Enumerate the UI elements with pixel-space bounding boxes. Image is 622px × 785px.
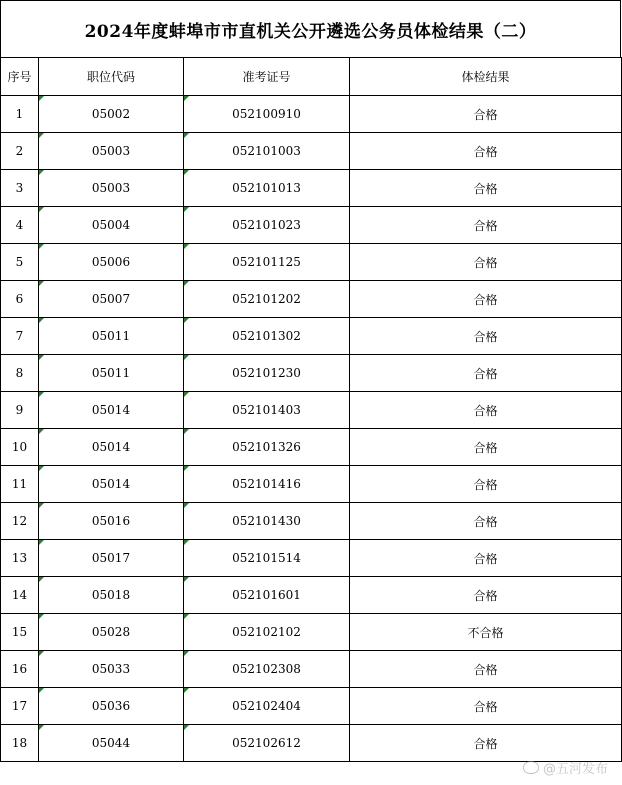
table-row [1,207,622,244]
cell-seq[interactable]: 17 [1,688,39,725]
cell-seq[interactable]: 8 [1,355,39,392]
cell-position-code[interactable]: 05014 [39,392,184,429]
page-title: 2024年度蚌埠市市直机关公开遴选公务员体检结果（二） [0,0,621,57]
cell-result[interactable]: 合格 [350,540,622,577]
cell-position-code[interactable]: 05017 [39,540,184,577]
table-row [1,688,622,725]
cell-result[interactable]: 合格 [350,392,622,429]
cell-seq[interactable]: 14 [1,577,39,614]
cell-position-code[interactable]: 05002 [39,96,184,133]
cell-exam-id[interactable]: 052101302 [184,318,350,355]
table-row [1,725,622,762]
cell-position-code[interactable]: 05003 [39,170,184,207]
table-row [1,577,622,614]
cell-exam-id[interactable]: 052101514 [184,540,350,577]
cell-seq[interactable]: 11 [1,466,39,503]
table-row [1,133,622,170]
cell-result[interactable]: 合格 [350,96,622,133]
cell-result[interactable]: 合格 [350,133,622,170]
cell-exam-id[interactable]: 052102612 [184,725,350,762]
cell-result[interactable]: 合格 [350,355,622,392]
cell-exam-id[interactable]: 052101003 [184,133,350,170]
cell-exam-id[interactable]: 052101416 [184,466,350,503]
cell-position-code[interactable]: 05007 [39,281,184,318]
weibo-icon [523,761,539,774]
cell-position-code[interactable]: 05014 [39,466,184,503]
cell-exam-id[interactable]: 052101403 [184,392,350,429]
cell-position-code[interactable]: 05014 [39,429,184,466]
table-row [1,318,622,355]
cell-position-code[interactable]: 05018 [39,577,184,614]
header-position-code: 职位代码 [39,58,184,96]
cell-result[interactable]: 合格 [350,725,622,762]
table-row [1,281,622,318]
cell-exam-id[interactable]: 052102102 [184,614,350,651]
cell-exam-id[interactable]: 052101326 [184,429,350,466]
cell-seq[interactable]: 15 [1,614,39,651]
table-row [1,466,622,503]
cell-result[interactable]: 合格 [350,170,622,207]
results-table [0,57,622,762]
cell-exam-id[interactable]: 052102404 [184,688,350,725]
table-row [1,170,622,207]
cell-exam-id[interactable]: 052101125 [184,244,350,281]
table-row [1,429,622,466]
table-header-row [1,58,622,96]
cell-seq[interactable]: 1 [1,96,39,133]
cell-result[interactable]: 合格 [350,281,622,318]
cell-seq[interactable]: 12 [1,503,39,540]
table-row [1,96,622,133]
cell-position-code[interactable]: 05004 [39,207,184,244]
cell-exam-id[interactable]: 052100910 [184,96,350,133]
cell-seq[interactable]: 2 [1,133,39,170]
cell-exam-id[interactable]: 052101202 [184,281,350,318]
cell-exam-id[interactable]: 052101023 [184,207,350,244]
cell-position-code[interactable]: 05006 [39,244,184,281]
table-row [1,244,622,281]
table-row [1,614,622,651]
cell-seq[interactable]: 10 [1,429,39,466]
cell-position-code[interactable]: 05033 [39,651,184,688]
cell-position-code[interactable]: 05003 [39,133,184,170]
cell-position-code[interactable]: 05044 [39,725,184,762]
header-result: 体检结果 [350,58,622,96]
cell-seq[interactable]: 13 [1,540,39,577]
cell-position-code[interactable]: 05028 [39,614,184,651]
cell-result[interactable]: 合格 [350,503,622,540]
cell-exam-id[interactable]: 052102308 [184,651,350,688]
cell-result[interactable]: 合格 [350,244,622,281]
cell-seq[interactable]: 9 [1,392,39,429]
cell-seq[interactable]: 7 [1,318,39,355]
cell-seq[interactable]: 3 [1,170,39,207]
cell-result[interactable]: 合格 [350,577,622,614]
watermark [523,758,608,777]
cell-position-code[interactable]: 05011 [39,355,184,392]
cell-exam-id[interactable]: 052101601 [184,577,350,614]
cell-result[interactable]: 合格 [350,651,622,688]
cell-exam-id[interactable]: 052101430 [184,503,350,540]
cell-seq[interactable]: 4 [1,207,39,244]
table-row [1,355,622,392]
cell-position-code[interactable]: 05016 [39,503,184,540]
header-seq: 序号 [1,58,39,96]
table-row [1,651,622,688]
cell-result[interactable]: 合格 [350,466,622,503]
cell-result[interactable]: 合格 [350,207,622,244]
table-body [1,96,622,762]
cell-seq[interactable]: 16 [1,651,39,688]
cell-position-code[interactable]: 05036 [39,688,184,725]
cell-result[interactable]: 不合格 [350,614,622,651]
cell-result[interactable]: 合格 [350,688,622,725]
cell-exam-id[interactable]: 052101013 [184,170,350,207]
table-row [1,540,622,577]
cell-seq[interactable]: 18 [1,725,39,762]
table-row [1,503,622,540]
cell-position-code[interactable]: 05011 [39,318,184,355]
cell-seq[interactable]: 5 [1,244,39,281]
cell-exam-id[interactable]: 052101230 [184,355,350,392]
cell-seq[interactable]: 6 [1,281,39,318]
cell-result[interactable]: 合格 [350,318,622,355]
table-row [1,392,622,429]
watermark-text: @五河发布 [542,762,608,777]
header-exam-id: 准考证号 [184,58,350,96]
cell-result[interactable]: 合格 [350,429,622,466]
